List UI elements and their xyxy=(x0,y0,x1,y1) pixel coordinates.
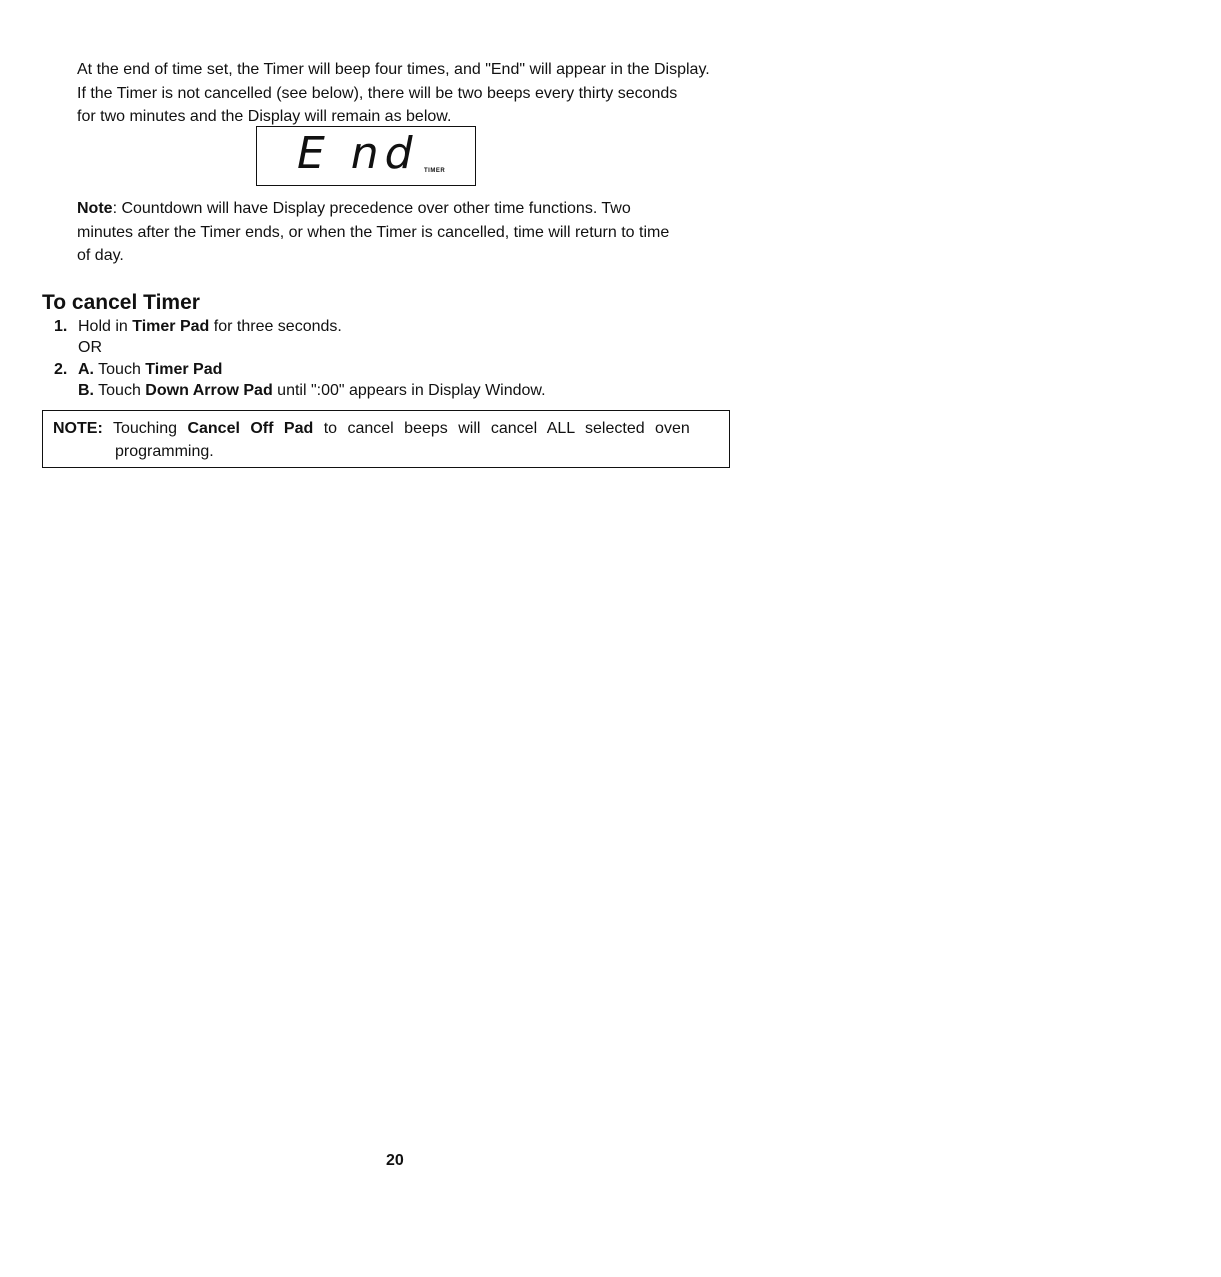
intro-paragraph xyxy=(77,58,727,129)
display-segment-text: E nd xyxy=(297,128,419,179)
step-2b-post: until ":00" appears in Display Window. xyxy=(272,382,546,399)
step-2a-pre: Touch xyxy=(98,361,146,378)
intro-line-2: If the Timer is not cancelled (see below), there will be two beeps every thirty seconds xyxy=(77,84,678,102)
step-2b-label: B. xyxy=(78,382,94,399)
step-2b xyxy=(78,380,546,401)
intro-line-1: At the end of time set, the Timer will beep four times, and "End" will appear in the Display. xyxy=(77,61,710,78)
step-2a-label: A. xyxy=(78,361,94,378)
note-paragraph xyxy=(77,197,727,268)
display-window-illustration xyxy=(256,126,476,186)
note-box-post: to cancel beeps will cancel ALL selected oven xyxy=(313,420,690,437)
step-2a-bold: Timer Pad xyxy=(145,361,223,378)
or-label: OR xyxy=(78,339,102,356)
page-number: 20 xyxy=(386,1152,404,1169)
note-line-3: of day. xyxy=(77,247,124,264)
note-box-pre: Touching xyxy=(102,420,188,437)
step-1 xyxy=(54,316,342,337)
step-1-post: for three seconds. xyxy=(209,318,342,335)
note-label: Note xyxy=(77,200,113,217)
note-box-bold: Cancel Off Pad xyxy=(187,420,314,437)
step-2-number: 2. xyxy=(54,361,68,378)
note-box-label: NOTE: xyxy=(53,420,103,437)
step-1-number: 1. xyxy=(54,318,68,335)
step-2b-pre: Touch xyxy=(98,382,146,399)
note-line-1 xyxy=(77,197,727,221)
step-2b-bold: Down Arrow Pad xyxy=(145,382,273,399)
note-box-line-2: programming. xyxy=(115,443,214,460)
step-2a xyxy=(54,359,222,380)
step-1-pre: Hold in xyxy=(78,318,133,335)
section-heading: To cancel Timer xyxy=(42,291,200,314)
note-box-line-1 xyxy=(53,420,690,438)
note-line-1-text: : Countdown will have Display precedence over other time functions. Two xyxy=(112,200,631,217)
note-box xyxy=(42,410,730,468)
timer-indicator-label: TIMER xyxy=(424,168,446,174)
intro-line-3: for two minutes and the Display will remain as below. xyxy=(77,108,452,125)
note-line-2: minutes after the Timer ends, or when the Timer is cancelled, time will return to time xyxy=(77,223,670,241)
step-1-bold: Timer Pad xyxy=(132,318,210,335)
